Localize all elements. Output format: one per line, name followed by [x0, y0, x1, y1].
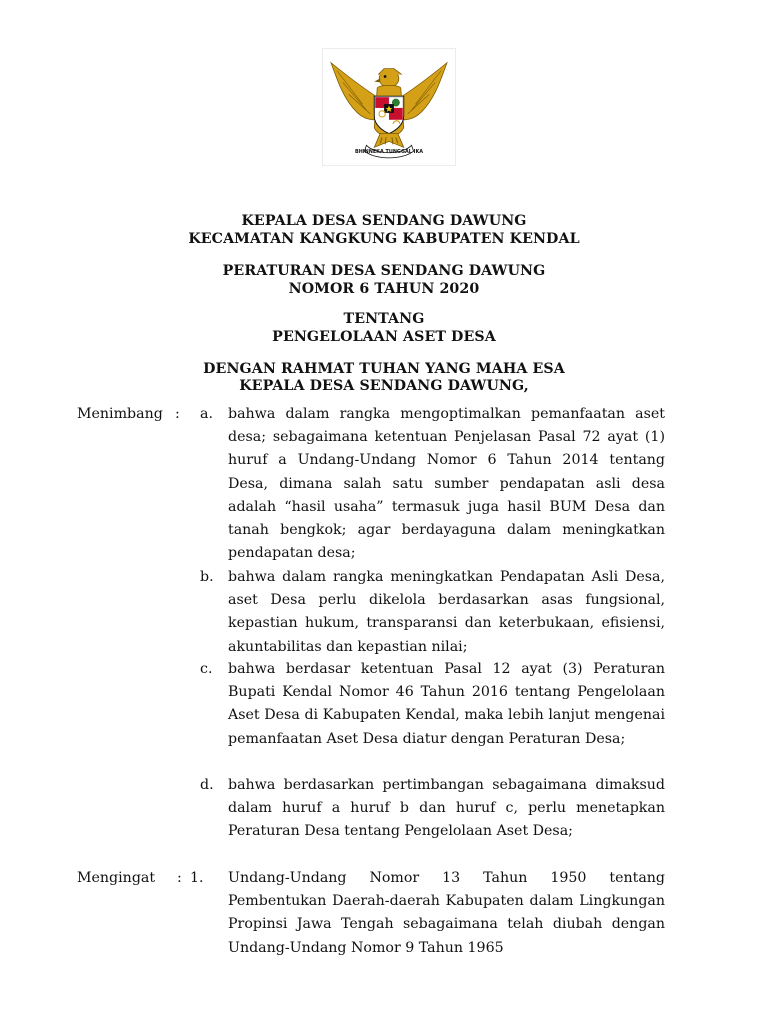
menimbang-marker-d: d. — [200, 777, 214, 793]
menimbang-label: Menimbang — [77, 406, 163, 422]
heading-about: TENTANG — [343, 311, 425, 327]
heading-signatory: KEPALA DESA SENDANG DAWUNG, — [239, 378, 529, 394]
heading-district: KECAMATAN KANGKUNG KABUPATEN KENDAL — [188, 231, 580, 247]
mengingat-item-1: Undang-Undang Nomor 13 Tahun 1950 tentang Pembentukan Daerah-daerah Kabupaten dalam Lingkungan Propinsi Jawa Tengah sebagaimana telah diubah dengan Undang-Undang Nomor 9 Tahun 1965 — [228, 870, 665, 956]
mengingat-marker-1: 1. — [190, 870, 204, 886]
heading-grace: DENGAN RAHMAT TUHAN YANG MAHA ESA — [203, 361, 565, 377]
menimbang-marker-c: c. — [200, 661, 213, 677]
menimbang-colon: : — [175, 406, 180, 422]
garuda-pancasila-icon — [323, 49, 455, 165]
mengingat-label: Mengingat — [77, 870, 156, 886]
svg-text:BHINNEKA TUNGGAL IKA: BHINNEKA TUNGGAL IKA — [354, 149, 424, 156]
garuda-emblem — [322, 48, 456, 166]
heading-number: NOMOR 6 TAHUN 2020 — [288, 281, 480, 297]
menimbang-item-b: bahwa dalam rangka meningkatkan Pendapatan Asli Desa, aset Desa perlu dikelola berdasarkan asas fungsional, kepastian hukum, transparansi dan keterbukaan, efisiensi, akuntabilitas dan kepastian nilai; — [228, 569, 665, 655]
heading-village-head: KEPALA DESA SENDANG DAWUNG — [241, 213, 527, 229]
heading-subject: PENGELOLAAN ASET DESA — [272, 329, 496, 345]
menimbang-marker-a: a. — [200, 406, 213, 422]
menimbang-item-d: bahwa berdasarkan pertimbangan sebagaimana dimaksud dalam huruf a huruf b dan huruf c, perlu menetapkan Peraturan Desa tentang Pengelolaan Aset Desa; — [228, 777, 665, 840]
heading-regulation: PERATURAN DESA SENDANG DAWUNG — [222, 263, 546, 279]
menimbang-item-c: bahwa berdasar ketentuan Pasal 12 ayat (3) Peraturan Bupati Kendal Nomor 46 Tahun 2016 tentang Pengelolaan Aset Desa di Kabupaten Kendal, maka lebih lanjut mengenai pemanfaatan Aset Desa diatur dengan Peraturan Desa; — [228, 661, 665, 747]
mengingat-colon: : — [177, 870, 182, 886]
menimbang-item-a: bahwa dalam rangka mengoptimalkan pemanfaatan aset desa; sebagaimana ketentuan Penjelasan Pasal 72 ayat (1) huruf a Undang-Undang Nomor 6 Tahun 2014 tentang Desa, dimana salah satu sumber pendapatan asli desa adalah “hasil usaha” termasuk juga hasil BUM Desa dan tanah bengkok; agar berdayaguna dalam meningkatkan pendapatan desa; — [228, 406, 665, 562]
menimbang-marker-b: b. — [200, 569, 214, 585]
